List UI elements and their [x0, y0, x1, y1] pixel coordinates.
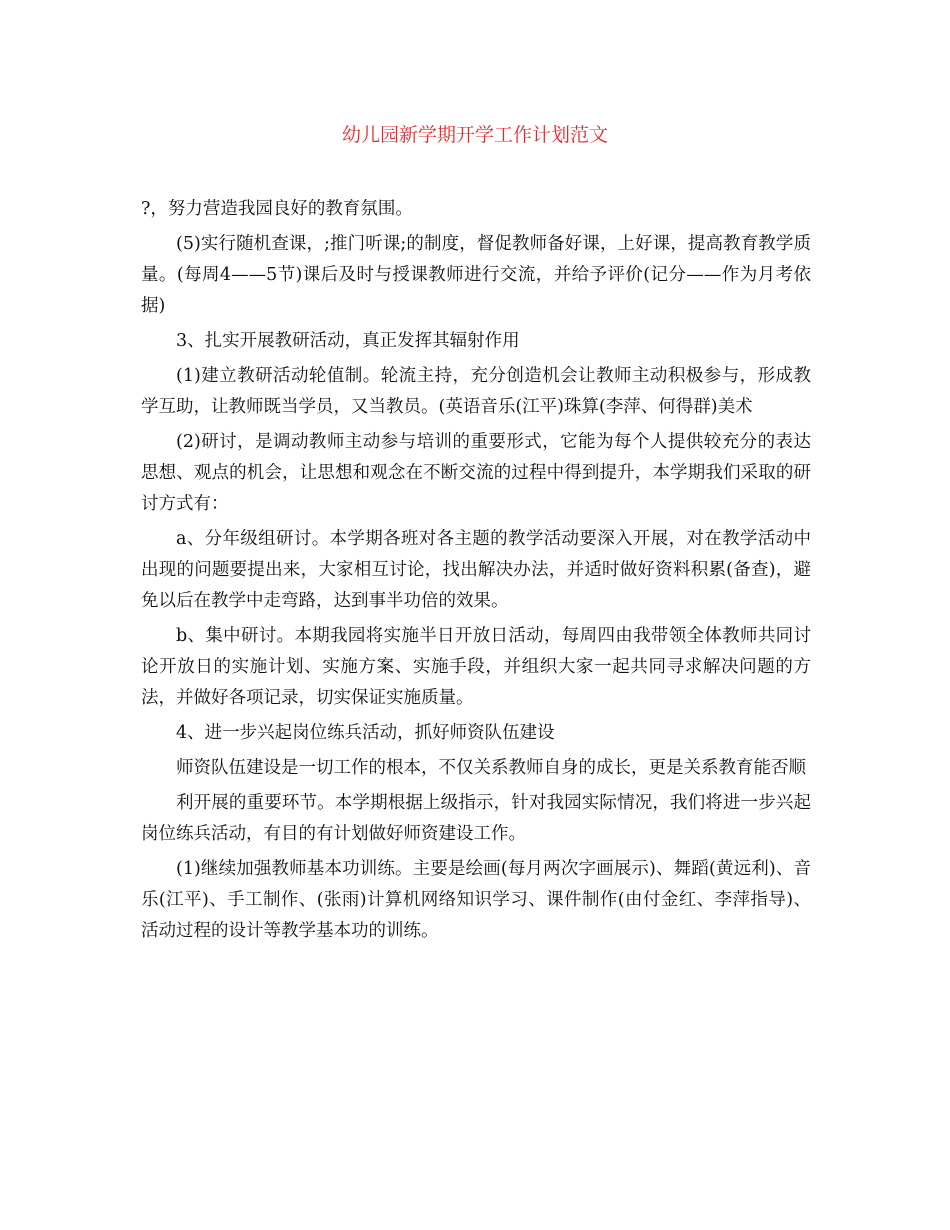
- paragraph-6: a、分年级组研讨。本学期各班对各主题的教学活动要深入开展，对在教学活动中出现的问题要提出来，大家相互讨论，找出解决办法，并适时做好资料积累(备查)，避免以后在教学中走弯路，达到事半功倍的效果。: [141, 529, 811, 611]
- document-body: [141, 194, 811, 951]
- paragraph-1: ?，努力营造我园良好的教育氛围。: [141, 199, 413, 219]
- paragraph-8: 4、进一步兴起岗位练兵活动，抓好师资队伍建设: [176, 723, 555, 743]
- document-title: 幼儿园新学期开学工作计划范文: [341, 124, 608, 146]
- paragraph-5: (2)研讨，是调动教师主动参与培训的重要形式，它能为每个人提供较充分的表达思想、观点的机会，让思想和观念在不断交流的过程中得到提升，本学期我们采取的研讨方式有：: [141, 432, 811, 514]
- paragraph-10: 利开展的重要环节。本学期根据上级指示，针对我园实际情况，我们将进一步兴起岗位练兵活动，有目的有计划做好师资建设工作。: [141, 793, 811, 844]
- paragraph-9: 师资队伍建设是一切工作的根本，不仅关系教师自身的成长，更是关系教育能否顺: [176, 758, 806, 778]
- paragraph-3: 3、扎实开展教研活动，真正发挥其辐射作用: [176, 331, 520, 351]
- paragraph-7: b、集中研讨。本期我园将实施半日开放日活动，每周四由我带领全体教师共同讨论开放日的实施计划、实施方案、实施手段，并组织大家一起共同寻求解决问题的方法，并做好各项记录，切实保证实施质量。: [141, 626, 811, 708]
- paragraph-11: (1)继续加强教师基本功训练。主要是绘画(每月两次字画展示)、舞蹈(黄远利)、音乐(江平)、手工制作、(张雨)计算机网络知识学习、课件制作(由付金红、李萍指导)、活动过程的设计等教学基本功的训练。: [141, 859, 811, 941]
- paragraph-4: (1)建立教研活动轮值制。轮流主持，充分创造机会让教师主动积极参与，形成教学互助，让教师既当学员，又当教员。(英语音乐(江平)珠算(李萍、何得群)美术: [141, 366, 811, 417]
- paragraph-2: (5)实行随机查课，;推门听课;的制度，督促教师备好课，上好课，提高教育教学质量。(每周4——5节)课后及时与授课教师进行交流，并给予评价(记分——作为月考依据): [141, 234, 811, 316]
